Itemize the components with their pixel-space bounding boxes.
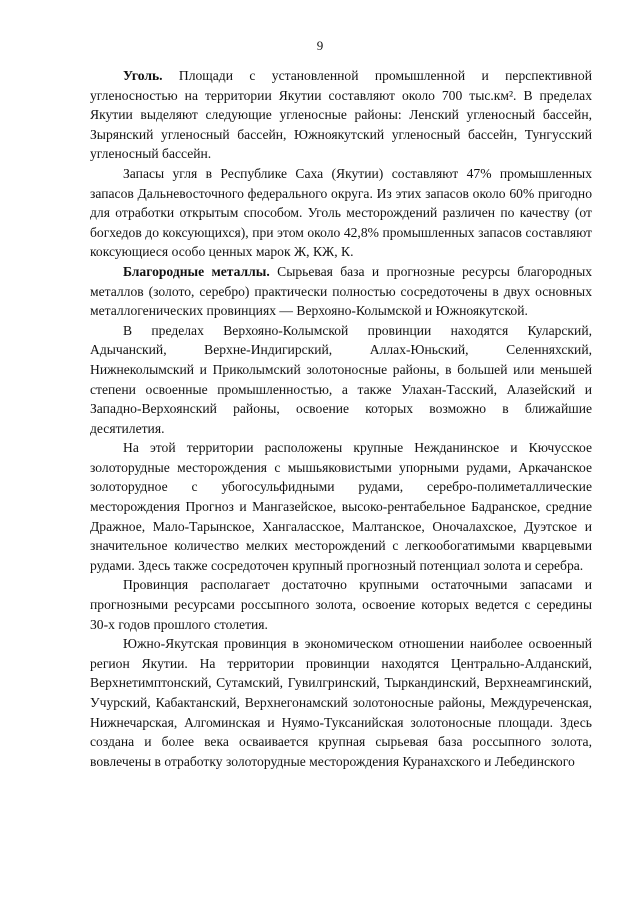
paragraph-gold-deposits xyxy=(90,438,592,575)
page-number: 9 xyxy=(316,38,324,53)
paragraph-text: В пределах Верхояно-Колымской провинции находятся Куларский, Адычанский, Верхне-Индигирский, Аллах-Юньский, Селенняхский, Нижнеколымский и Приколымский золотоносные районы, в большей или меньшей степени освоенные промышленностью, а также Улахан-Тасский, Алазейский и Западно-Верхоянский районы, освоение которых возможно в ближайшие десятилетия. xyxy=(90,322,592,436)
section-heading-precious-metals: Благородные металлы. xyxy=(123,263,270,279)
paragraph-text: На этой территории расположены крупные Нежданинское и Кючусское золоторудные месторождения с мышьяковистыми упорными рудами, Аркачанское золоторудное с убогосульфидными рудами, серебро-полиметаллические месторождения Прогноз и Мангазейское, высоко-рентабельное Бадранское, средние Дражное, Мало-Тарынское, Хангаласское, Малтанское, Оночалахское, Дуэтское и значительное количество мелких месторождений с легкообогатимыми кварцевыми рудами. Здесь также сосредоточен крупный прогнозный потенциал золота и серебра. xyxy=(90,440,592,573)
paragraph-coal xyxy=(90,66,592,164)
document-body xyxy=(90,66,592,771)
paragraph-text: Сырьевая база и прогнозные ресурсы благородных металлов (золото, серебро) практически полностью сосредоточены в двух основных металлогенических провинциях — Верхояно-Колымской и Южноякутской. xyxy=(90,263,592,319)
paragraph-coal-reserves xyxy=(90,164,592,262)
paragraph-verkhoyano-kolyma-districts xyxy=(90,321,592,439)
paragraph-placer-gold xyxy=(90,575,592,634)
paragraph-text: Провинция располагает достаточно крупными остаточными запасами и прогнозными ресурсами россыпного золота, освоение которых ведется с середины 30-х годов прошлого столетия. xyxy=(90,577,592,632)
paragraph-precious-metals xyxy=(90,262,592,321)
paragraph-text: Запасы угля в Республике Саха (Якутии) составляют 47% промышленных запасов Дальневосточного федерального округа. Из этих запасов около 60% пригодно для отработки открытым способом. Уголь месторождений различен по качеству (от богхедов до коксующихся), при этом около 42,8% промышленных запасов составляют коксующиеся особо ценных марок Ж, КЖ, К. xyxy=(90,165,592,260)
section-heading-coal: Уголь. xyxy=(123,68,163,83)
paragraph-south-yakutia xyxy=(90,634,592,771)
paragraph-text: Южно-Якутская провинция в экономическом отношении наиболее освоенный регион Якутии. На территории провинции находятся Центрально-Алданский, Верхнетимптонский, Сутамский, Гувилгринский, Тыркандинский, Верхнеамгинский, Учурский, Кабактанский, Верхнегонамский золотоносные районы, Междуреченская, Нижнечарская, Алгоминская и Нуямо-Туксанийская золотоносные площади. Здесь создана и более века осваивается крупная сырьевая база россыпного золота, вовлечены в отработку золоторудные месторождения Куранахского и Лебединского xyxy=(90,636,592,769)
paragraph-text: Площади с установленной промышленной и перспективной угленосностью на территории Якутии составляют около 700 тыс.км². В пределах Якутии выделяют следующие угленосные районы: Ленский угленосный бассейн, Зырянский угленосный бассейн, Южноякутский угленосный бассейн, Тунгусский угленосный бассейн. xyxy=(90,68,592,162)
